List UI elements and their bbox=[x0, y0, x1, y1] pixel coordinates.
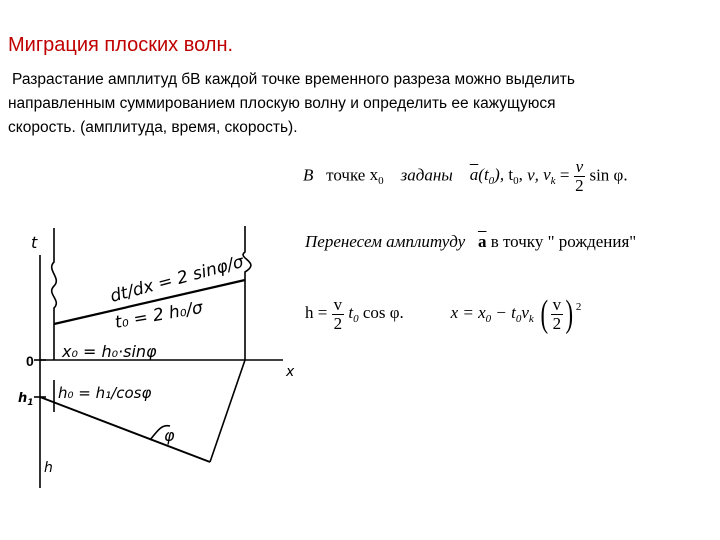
formula-paren-right: ) bbox=[565, 293, 574, 335]
h1-label: $h_1$ bbox=[18, 391, 34, 408]
eq-dt-dx: dt/dx = 2 sinφ/σ bbox=[108, 251, 247, 307]
formula-transfer-text: Перенесем амплитуду bbox=[305, 232, 466, 251]
formula-vk: $v_k$ bbox=[543, 165, 556, 188]
phi-label: φ bbox=[164, 426, 175, 445]
eq-x0: x₀ = h₀·sinφ bbox=[62, 342, 157, 361]
formula-word-v: В bbox=[303, 165, 314, 185]
formula-x-t0: − $t_0$ bbox=[495, 302, 522, 325]
projection-line bbox=[210, 360, 245, 462]
formula-sin: sin φ. bbox=[589, 165, 628, 185]
formula-x0: $x_0$ bbox=[369, 165, 384, 188]
formula-paren-left: ( bbox=[540, 293, 549, 335]
formula-x-eq: $x = x_0$ bbox=[450, 302, 492, 325]
formula-fraction-v-over-2: $\frac{v}{2}$ bbox=[575, 157, 584, 195]
formula-x-fraction: $\frac{v}{2}$ bbox=[552, 294, 562, 333]
eq-h0: h₀ = h₁/cosφ bbox=[58, 384, 152, 402]
body-line-2: направленным суммированием плоскую волну и определить ее кажущуюся bbox=[8, 95, 556, 112]
formula-birth-point-text: в точку " рождения" bbox=[490, 232, 637, 251]
eq-t0: t₀ = 2 h₀/σ bbox=[113, 297, 205, 333]
reflector-line bbox=[40, 397, 210, 462]
formula-power: 2 bbox=[575, 300, 582, 313]
formula-h-cos: cos φ. bbox=[362, 302, 404, 322]
formula-h-fraction: $\frac{v}{2}$ bbox=[333, 294, 343, 333]
formula-word-tochke: точке bbox=[326, 165, 366, 185]
formula-word-zadany: заданы bbox=[400, 165, 453, 185]
formula-t0: $t_0$, bbox=[508, 165, 523, 188]
body-line-1: Разрастание амплитуд бВ каждой точке временного разреза можно выделить bbox=[12, 71, 575, 88]
h-label: h bbox=[44, 460, 53, 476]
formula-a-t0: $\overline{a}(t_0)$, bbox=[469, 165, 505, 188]
formula-a-bold: $\overline{a}$ bbox=[477, 232, 487, 251]
zero-label: 0 bbox=[26, 353, 34, 369]
x-axis-label: x bbox=[286, 364, 295, 380]
formula-h-eq: h = bbox=[305, 302, 328, 322]
left-trace bbox=[52, 228, 57, 360]
slide-title: Миграция плоских волн. bbox=[8, 34, 234, 56]
t-axis-label: t bbox=[31, 233, 38, 252]
formula-h-t0: $t_0$ bbox=[348, 302, 359, 325]
body-line-3: скорость. (амплитуда, время, скорость). bbox=[8, 119, 298, 136]
formula-nu: ν, bbox=[527, 165, 539, 185]
right-trace bbox=[243, 226, 251, 360]
formula-eq: = bbox=[559, 165, 570, 185]
formula-x-vk: $v_k$ bbox=[521, 302, 534, 325]
